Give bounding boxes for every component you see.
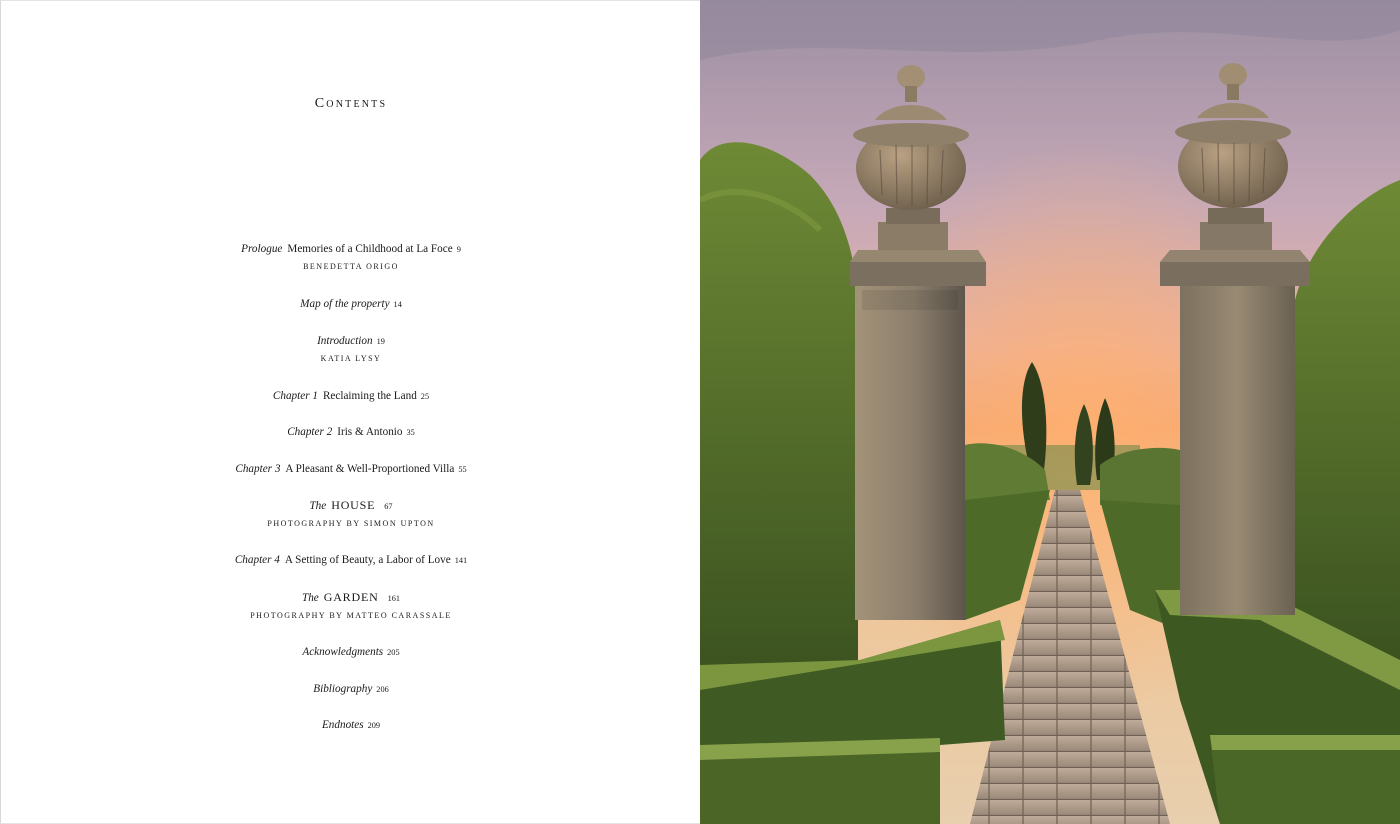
toc-entry-acknowledgments[interactable]: [1, 645, 701, 660]
entry-page-number: 55: [458, 465, 467, 474]
entry-label: Acknowledgments: [302, 646, 384, 658]
entry-title: GARDEN: [323, 590, 379, 604]
entry-page-number: 141: [454, 556, 468, 565]
entry-author: KATIA LYSY: [320, 354, 382, 363]
entry-title: Memories of a Childhood at La Foce: [287, 243, 453, 255]
toc-entry-endnotes[interactable]: [1, 718, 701, 733]
garden-photo: [700, 0, 1400, 824]
entry-page-number: 25: [420, 392, 430, 401]
contents-heading: Contents: [314, 96, 388, 111]
entry-title: HOUSE: [331, 498, 376, 512]
entry-label: Endnotes: [321, 719, 364, 731]
entry-label: The: [309, 500, 327, 512]
entry-page-number: 67: [384, 502, 393, 511]
entry-label: Chapter 3: [235, 463, 281, 475]
entry-label: The: [301, 592, 319, 604]
entry-title: A Pleasant & Well-Proportioned Villa: [285, 463, 455, 475]
entry-page-number: 205: [387, 648, 400, 657]
entry-photographer: PHOTOGRAPHY BY MATTEO CARASSALE: [250, 611, 452, 620]
entry-label: Prologue: [241, 243, 283, 255]
entry-author: BENEDETTA ORIGO: [303, 262, 399, 271]
toc-entry-chapter-3[interactable]: [1, 462, 701, 477]
toc-entry-bibliography[interactable]: [1, 682, 701, 697]
entry-photographer: PHOTOGRAPHY BY SIMON UPTON: [267, 519, 435, 528]
toc-entry-chapter-4[interactable]: [1, 553, 701, 568]
entry-page-number: 35: [406, 428, 415, 437]
entry-page-number: 209: [367, 721, 381, 730]
entry-title: Iris & Antonio: [337, 426, 403, 438]
entry-page-number: 9: [456, 245, 461, 254]
entry-label: Introduction: [317, 335, 373, 347]
entry-label: Chapter 1: [272, 390, 318, 402]
entry-page-number: 19: [376, 337, 385, 346]
toc-entry-chapter-1[interactable]: [1, 389, 701, 404]
toc-entry-the-house[interactable]: [1, 498, 701, 528]
toc-entry-map[interactable]: [1, 297, 701, 312]
entry-label: Bibliography: [313, 683, 373, 695]
entry-page-number: 206: [376, 685, 389, 694]
garden-gate-photo: [700, 0, 1400, 824]
toc-entry-chapter-2[interactable]: [1, 425, 701, 440]
entry-label: Map of the property: [300, 298, 390, 310]
entry-title: A Setting of Beauty, a Labor of Love: [284, 554, 451, 566]
entry-label: Chapter 4: [234, 554, 280, 566]
toc-entry-prologue[interactable]: [1, 242, 701, 271]
entry-label: Chapter 2: [287, 426, 333, 438]
toc-entry-introduction[interactable]: [1, 334, 701, 363]
entry-page-number: 161: [387, 594, 401, 603]
entry-title: Reclaiming the Land: [322, 390, 417, 402]
entry-page-number: 14: [393, 300, 402, 309]
toc-entry-the-garden[interactable]: [1, 590, 701, 620]
